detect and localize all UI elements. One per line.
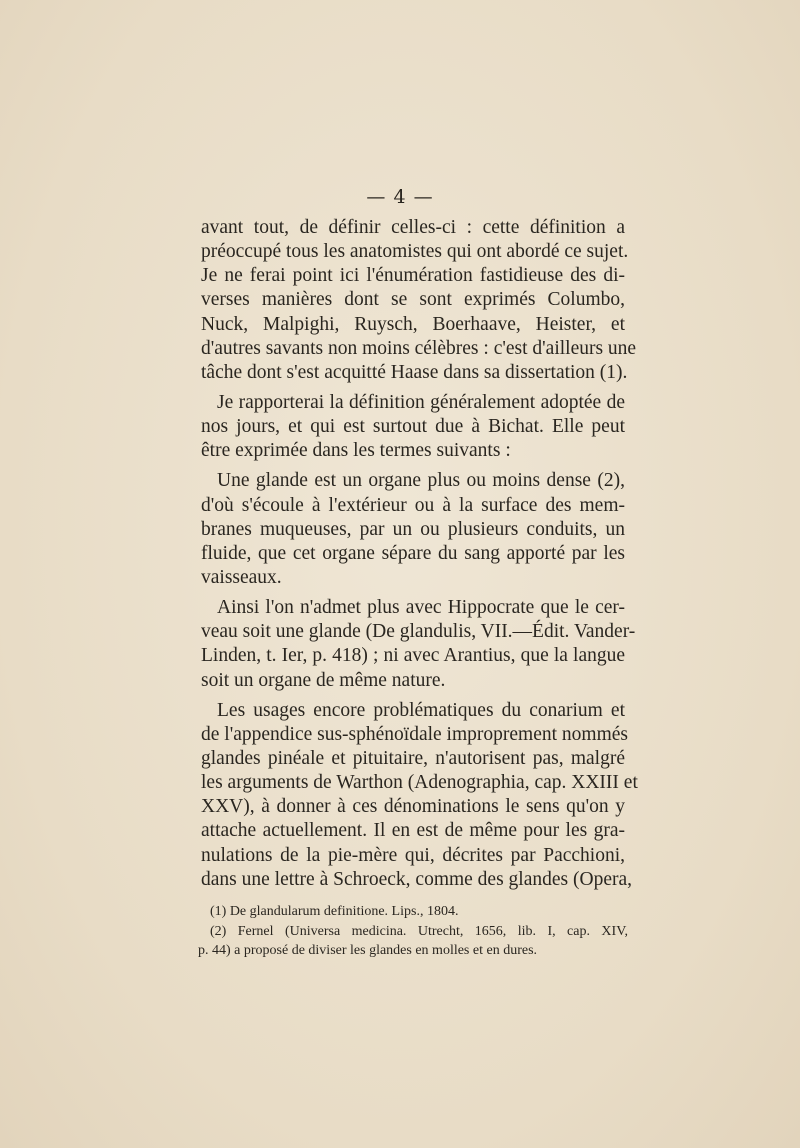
text-line: glandes pinéale et pituitaire, n'autorisent pas, malgré bbox=[201, 747, 625, 769]
text-line: dans une lettre à Schroeck, comme des glandes (Opera, bbox=[201, 868, 632, 890]
body-text bbox=[201, 216, 638, 892]
page-number: — 4 — bbox=[366, 186, 434, 208]
text-line: avant tout, de définir celles-ci : cette définition a bbox=[201, 217, 625, 238]
text-line: soit un organe de même nature. bbox=[201, 669, 446, 691]
footnote-line: (1) De glandularum definitione. Lips., 1804. bbox=[210, 904, 459, 919]
footnote-line: (2) Fernel (Universa medicina. Utrecht, 1656, lib. I, cap. XIV, bbox=[210, 923, 628, 939]
footnote-line: p. 44) a proposé de diviser les glandes en molles et en dures. bbox=[198, 943, 538, 958]
footnotes bbox=[198, 902, 628, 961]
text-line: de l'appendice sus-sphénoïdale improprement nommés bbox=[201, 723, 628, 745]
text-line: tâche dont s'est acquitté Haase dans sa dissertation (1). bbox=[201, 361, 628, 383]
text-line: être exprimée dans les termes suivants : bbox=[201, 440, 511, 462]
text-line: vaisseaux. bbox=[201, 566, 282, 588]
text-line: XXV), à donner à ces dénominations le sens qu'on y bbox=[201, 796, 625, 818]
text-line: d'autres savants non moins célèbres : c'est d'ailleurs une bbox=[201, 337, 637, 359]
text-line: nulations de la pie-mère qui, décrites par Pacchioni, bbox=[201, 844, 625, 866]
text-line: d'où s'écoule à l'extérieur ou à la surface des mem- bbox=[201, 494, 625, 516]
text-line: Une glande est un organe plus ou moins dense (2), bbox=[217, 470, 625, 492]
text-line: Je ne ferai point ici l'énumération fastidieuse des di- bbox=[201, 265, 625, 287]
text-line: Ainsi l'on n'admet plus avec Hippocrate que le cer- bbox=[217, 597, 625, 619]
text-line: Linden, t. Ier, p. 418) ; ni avec Arantius, que la langue bbox=[201, 645, 625, 667]
text-line: nos jours, et qui est surtout due à Bichat. Elle peut bbox=[201, 416, 625, 438]
text-line: verses manières dont se sont exprimés Columbo, bbox=[201, 289, 625, 311]
text-line: les arguments de Warthon (Adenographia, cap. XXIII et bbox=[201, 772, 638, 794]
text-line: Les usages encore problématiques du conarium et bbox=[217, 699, 625, 721]
text-line: branes muqueuses, par un ou plusieurs conduits, un bbox=[201, 518, 625, 540]
text-line: préoccupé tous les anatomistes qui ont abordé ce sujet. bbox=[201, 241, 629, 263]
text-line: Je rapporterai la définition généralement adoptée de bbox=[217, 391, 625, 413]
text-line: attache actuellement. Il en est de même pour les gra- bbox=[201, 820, 625, 842]
text-line: fluide, que cet organe sépare du sang apporté par les bbox=[201, 542, 625, 564]
text-line: veau soit une glande (De glandulis, VII.—Édit. Vander- bbox=[201, 621, 636, 643]
text-line: Nuck, Malpighi, Ruysch, Boerhaave, Heister, et bbox=[201, 313, 625, 335]
